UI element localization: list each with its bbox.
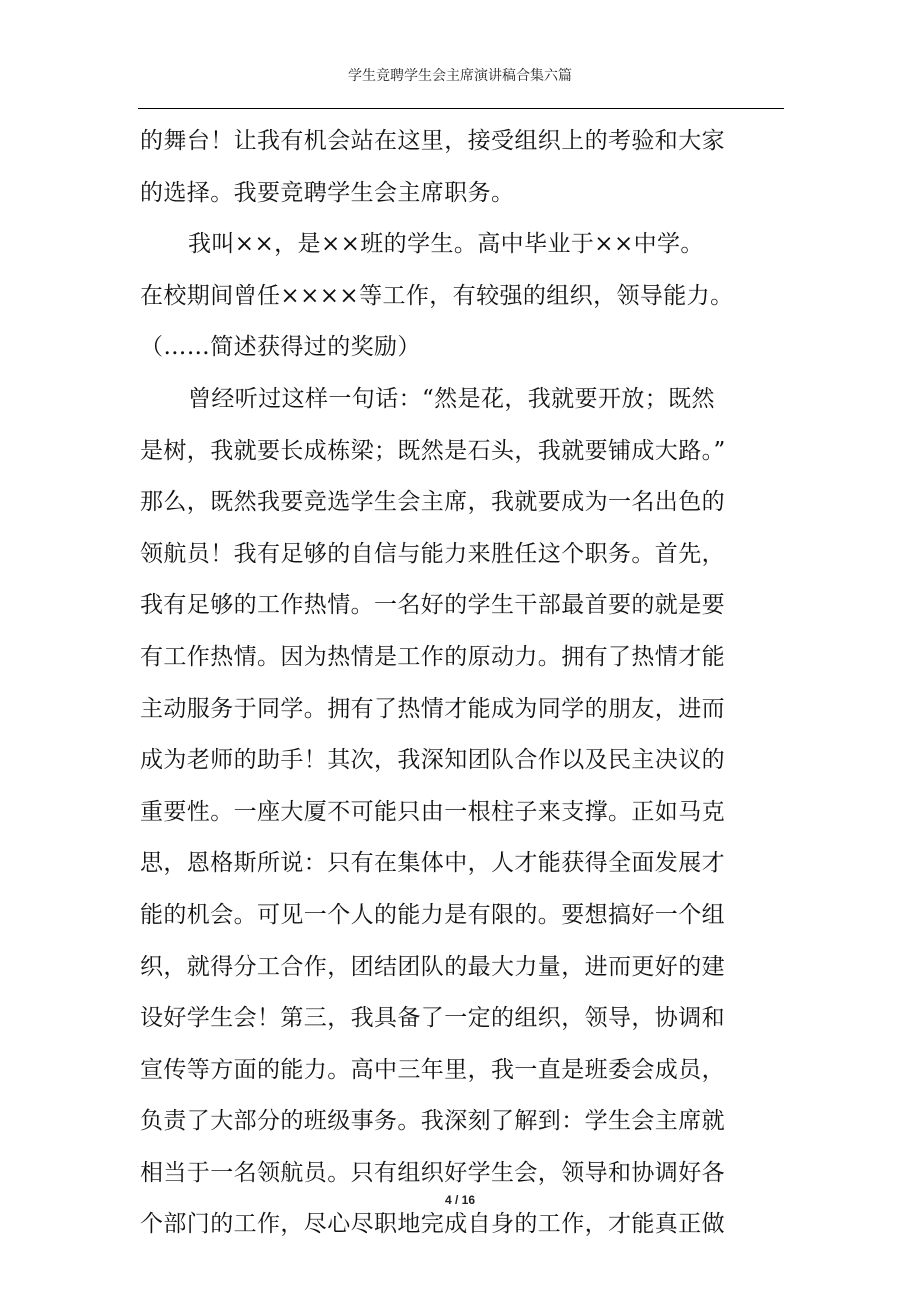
page-number: 4 / 16 — [444, 1193, 476, 1207]
text-line: （……简述获得过的奖励） — [140, 334, 421, 361]
text-line: 成为老师的助手！其次，我深知团队合作以及民主决议的 — [140, 747, 725, 774]
running-header: 学生竞聘学生会主席演讲稿合集六篇 — [348, 68, 572, 84]
text-line: 设好学生会！第三，我具备了一定的组织，领导，协调和 — [140, 1005, 725, 1032]
text-line: 我有足够的工作热情。一名好的学生干部最首要的就是要 — [140, 592, 725, 619]
text-line: 领航员！我有足够的自信与能力来胜任这个职务。首先， — [140, 540, 725, 567]
header-divider — [138, 108, 784, 109]
text-line: 是树，我就要长成栋梁；既然是石头，我就要铺成大路。” — [140, 437, 726, 464]
text-line: 织，就得分工合作，团结团队的最大力量，进而更好的建 — [140, 953, 725, 980]
text-line: 主动服务于同学。拥有了热情才能成为同学的朋友，进而 — [140, 695, 725, 722]
text-line: 思，恩格斯所说：只有在集体中，人才能获得全面发展才 — [140, 850, 725, 877]
text-line: 我叫××，是××班的学生。高中毕业于××中学。 — [188, 231, 704, 258]
text-line: 宣传等方面的能力。高中三年里，我一直是班委会成员， — [140, 1056, 725, 1083]
document-body — [140, 116, 784, 1251]
text-line: 的选择。我要竞聘学生会主席职务。 — [140, 179, 515, 206]
text-line: 负责了大部分的班级事务。我深刻了解到：学生会主席就 — [140, 1108, 725, 1135]
text-line: 的舞台！让我有机会站在这里，接受组织上的考验和大家 — [140, 128, 725, 154]
text-line: 能的机会。可见一个人的能力是有限的。要想搞好一个组 — [140, 901, 725, 928]
text-line: 相当于一名领航员。只有组织好学生会，领导和协调好各 — [140, 1159, 725, 1186]
text-line: 个部门的工作，尽心尽职地完成自身的工作，才能真正做 — [140, 1211, 725, 1238]
text-line: 那么，既然我要竞选学生会主席，我就要成为一名出色的 — [140, 489, 725, 516]
text-line: 重要性。一座大厦不可能只由一根柱子来支撑。正如马克 — [140, 798, 725, 825]
text-line: 在校期间曾任××××等工作，有较强的组织，领导能力。 — [140, 282, 734, 309]
text-line: 曾经听过这样一句话：“然是花，我就要开放；既然 — [188, 385, 715, 412]
text-line: 有工作热情。因为热情是工作的原动力。拥有了热情才能 — [140, 643, 725, 670]
